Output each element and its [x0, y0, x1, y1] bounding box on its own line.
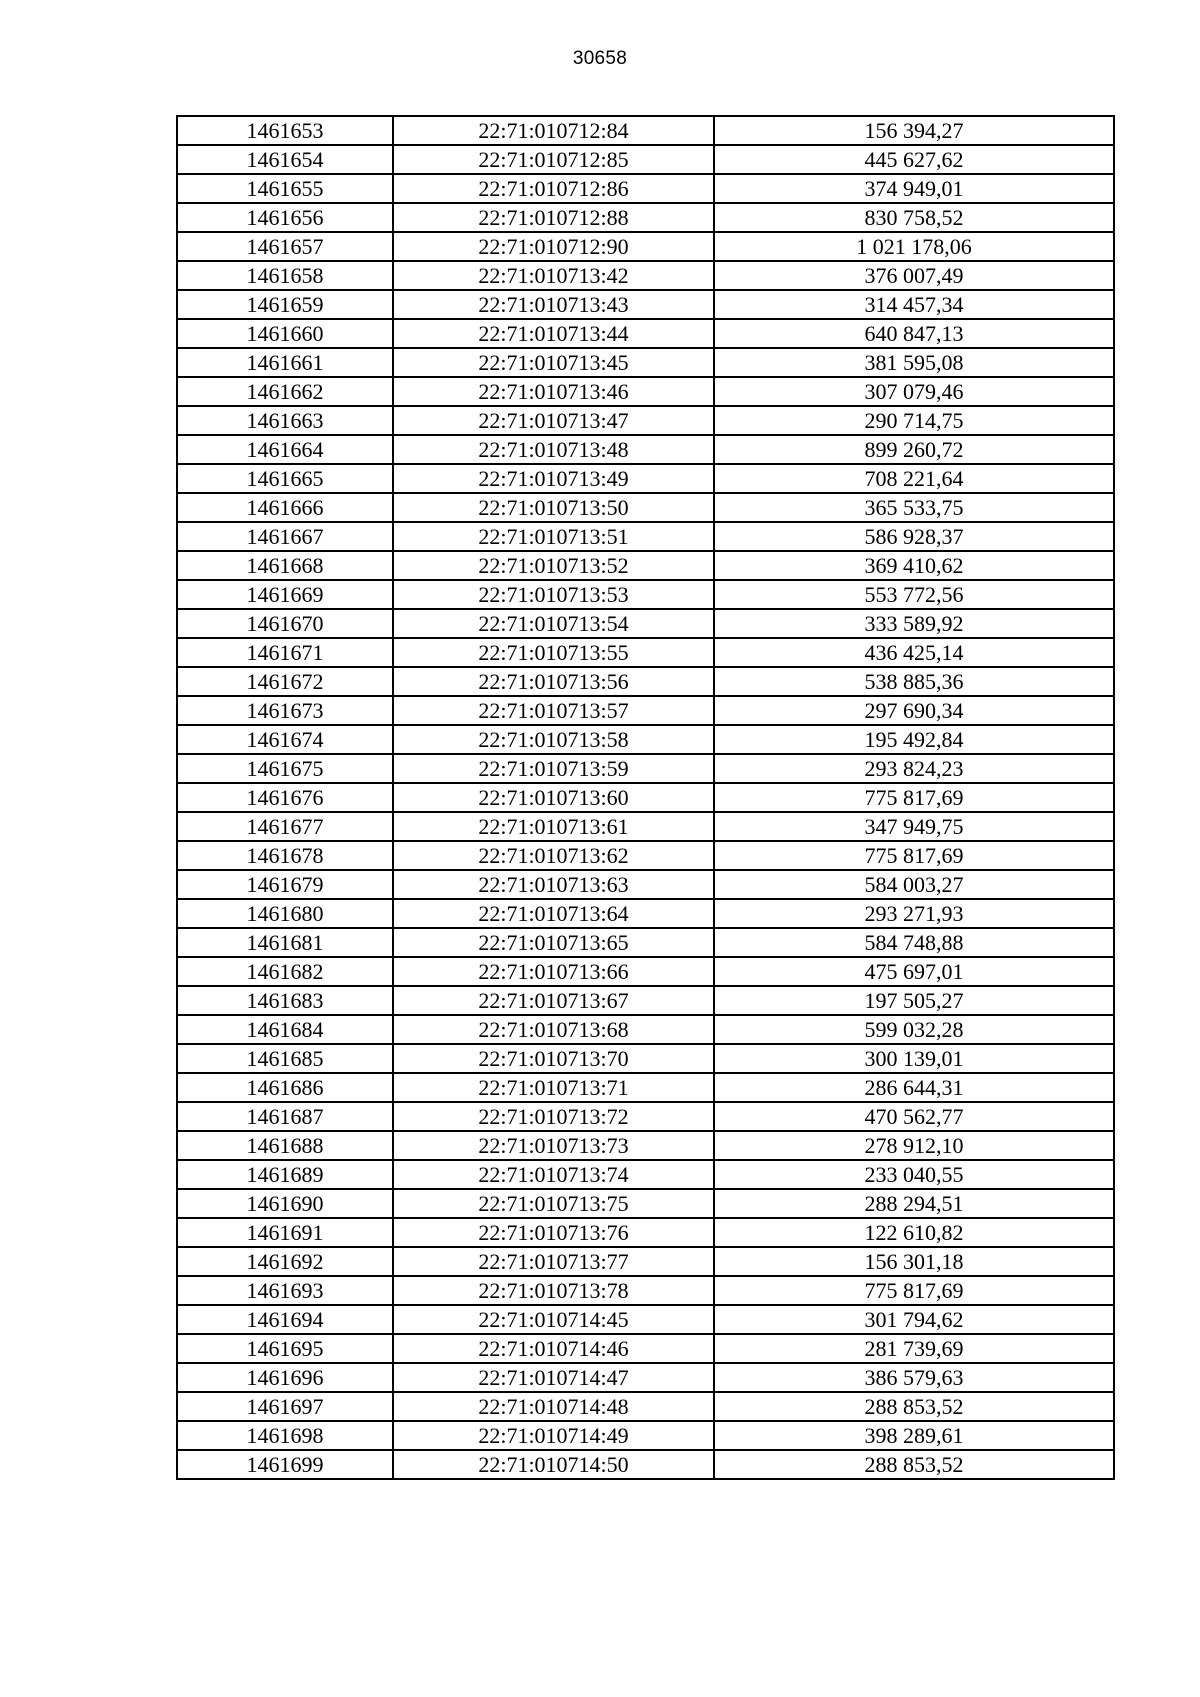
row-number-cell: 1461667	[177, 522, 393, 551]
cadastral-number-cell: 22:71:010713:66	[393, 957, 714, 986]
value-cell: 281 739,69	[714, 1334, 1114, 1363]
row-number-cell: 1461685	[177, 1044, 393, 1073]
table-row	[177, 493, 1114, 522]
value-cell: 300 139,01	[714, 1044, 1114, 1073]
value-cell: 233 040,55	[714, 1160, 1114, 1189]
table-row	[177, 406, 1114, 435]
cadastral-number-cell: 22:71:010713:62	[393, 841, 714, 870]
cadastral-number-cell: 22:71:010714:48	[393, 1392, 714, 1421]
value-cell: 369 410,62	[714, 551, 1114, 580]
row-number-cell: 1461666	[177, 493, 393, 522]
table-row	[177, 551, 1114, 580]
value-cell: 288 294,51	[714, 1189, 1114, 1218]
value-cell: 290 714,75	[714, 406, 1114, 435]
value-cell: 347 949,75	[714, 812, 1114, 841]
value-cell: 386 579,63	[714, 1363, 1114, 1392]
table-row	[177, 1392, 1114, 1421]
table-row	[177, 783, 1114, 812]
table-row	[177, 232, 1114, 261]
table-row	[177, 203, 1114, 232]
row-number-cell: 1461678	[177, 841, 393, 870]
cadastral-number-cell: 22:71:010713:73	[393, 1131, 714, 1160]
table-row	[177, 928, 1114, 957]
table-row	[177, 1450, 1114, 1479]
table-row	[177, 435, 1114, 464]
row-number-cell: 1461693	[177, 1276, 393, 1305]
table-row	[177, 1247, 1114, 1276]
table-row	[177, 609, 1114, 638]
row-number-cell: 1461676	[177, 783, 393, 812]
table-row	[177, 1015, 1114, 1044]
row-number-cell: 1461692	[177, 1247, 393, 1276]
table-row	[177, 1073, 1114, 1102]
table-row	[177, 1131, 1114, 1160]
value-cell: 195 492,84	[714, 725, 1114, 754]
value-cell: 775 817,69	[714, 1276, 1114, 1305]
row-number-cell: 1461695	[177, 1334, 393, 1363]
table-row	[177, 1160, 1114, 1189]
cadastral-number-cell: 22:71:010714:45	[393, 1305, 714, 1334]
cadastral-number-cell: 22:71:010713:48	[393, 435, 714, 464]
row-number-cell: 1461670	[177, 609, 393, 638]
cadastral-number-cell: 22:71:010713:78	[393, 1276, 714, 1305]
table-row	[177, 580, 1114, 609]
cadastral-number-cell: 22:71:010712:84	[393, 116, 714, 145]
cadastral-number-cell: 22:71:010713:70	[393, 1044, 714, 1073]
cadastral-number-cell: 22:71:010712:88	[393, 203, 714, 232]
value-cell: 775 817,69	[714, 841, 1114, 870]
value-cell: 475 697,01	[714, 957, 1114, 986]
cadastral-number-cell: 22:71:010713:60	[393, 783, 714, 812]
row-number-cell: 1461658	[177, 261, 393, 290]
cadastral-number-cell: 22:71:010713:55	[393, 638, 714, 667]
table-row	[177, 464, 1114, 493]
row-number-cell: 1461665	[177, 464, 393, 493]
value-cell: 599 032,28	[714, 1015, 1114, 1044]
table-row	[177, 377, 1114, 406]
cadastral-number-cell: 22:71:010713:51	[393, 522, 714, 551]
value-cell: 365 533,75	[714, 493, 1114, 522]
row-number-cell: 1461653	[177, 116, 393, 145]
row-number-cell: 1461697	[177, 1392, 393, 1421]
table-row	[177, 1421, 1114, 1450]
row-number-cell: 1461687	[177, 1102, 393, 1131]
row-number-cell: 1461689	[177, 1160, 393, 1189]
cadastral-number-cell: 22:71:010713:64	[393, 899, 714, 928]
cadastral-number-cell: 22:71:010713:61	[393, 812, 714, 841]
row-number-cell: 1461674	[177, 725, 393, 754]
table-row	[177, 1276, 1114, 1305]
table-row	[177, 348, 1114, 377]
table-row	[177, 116, 1114, 145]
cadastral-number-cell: 22:71:010713:75	[393, 1189, 714, 1218]
row-number-cell: 1461656	[177, 203, 393, 232]
value-cell: 333 589,92	[714, 609, 1114, 638]
cadastral-number-cell: 22:71:010713:53	[393, 580, 714, 609]
row-number-cell: 1461699	[177, 1450, 393, 1479]
cadastral-number-cell: 22:71:010713:54	[393, 609, 714, 638]
value-cell: 470 562,77	[714, 1102, 1114, 1131]
value-cell: 553 772,56	[714, 580, 1114, 609]
cadastral-number-cell: 22:71:010713:57	[393, 696, 714, 725]
row-number-cell: 1461673	[177, 696, 393, 725]
row-number-cell: 1461659	[177, 290, 393, 319]
row-number-cell: 1461682	[177, 957, 393, 986]
table-row	[177, 1334, 1114, 1363]
value-cell: 122 610,82	[714, 1218, 1114, 1247]
cadastral-number-cell: 22:71:010713:65	[393, 928, 714, 957]
value-cell: 286 644,31	[714, 1073, 1114, 1102]
value-cell: 899 260,72	[714, 435, 1114, 464]
cadastral-number-cell: 22:71:010714:50	[393, 1450, 714, 1479]
row-number-cell: 1461657	[177, 232, 393, 261]
value-cell: 1 021 178,06	[714, 232, 1114, 261]
cadastral-number-cell: 22:71:010712:90	[393, 232, 714, 261]
cadastral-number-cell: 22:71:010714:49	[393, 1421, 714, 1450]
cadastral-number-cell: 22:71:010713:76	[393, 1218, 714, 1247]
table-body	[177, 116, 1114, 1479]
row-number-cell: 1461675	[177, 754, 393, 783]
cadastral-number-cell: 22:71:010713:74	[393, 1160, 714, 1189]
value-cell: 830 758,52	[714, 203, 1114, 232]
row-number-cell: 1461654	[177, 145, 393, 174]
row-number-cell: 1461688	[177, 1131, 393, 1160]
row-number-cell: 1461684	[177, 1015, 393, 1044]
row-number-cell: 1461663	[177, 406, 393, 435]
table-row	[177, 174, 1114, 203]
table-row	[177, 725, 1114, 754]
table-row	[177, 899, 1114, 928]
value-cell: 293 824,23	[714, 754, 1114, 783]
value-cell: 297 690,34	[714, 696, 1114, 725]
cadastral-number-cell: 22:71:010713:45	[393, 348, 714, 377]
row-number-cell: 1461655	[177, 174, 393, 203]
value-cell: 445 627,62	[714, 145, 1114, 174]
row-number-cell: 1461668	[177, 551, 393, 580]
value-cell: 640 847,13	[714, 319, 1114, 348]
table-row	[177, 957, 1114, 986]
value-cell: 436 425,14	[714, 638, 1114, 667]
row-number-cell: 1461694	[177, 1305, 393, 1334]
page-number: 30658	[572, 48, 628, 69]
cadastral-number-cell: 22:71:010713:67	[393, 986, 714, 1015]
row-number-cell: 1461664	[177, 435, 393, 464]
cadastral-number-cell: 22:71:010713:77	[393, 1247, 714, 1276]
cadastral-number-cell: 22:71:010714:47	[393, 1363, 714, 1392]
row-number-cell: 1461669	[177, 580, 393, 609]
cadastral-number-cell: 22:71:010713:47	[393, 406, 714, 435]
row-number-cell: 1461672	[177, 667, 393, 696]
cadastral-number-cell: 22:71:010713:63	[393, 870, 714, 899]
row-number-cell: 1461698	[177, 1421, 393, 1450]
cadastral-number-cell: 22:71:010713:59	[393, 754, 714, 783]
cadastral-number-cell: 22:71:010713:42	[393, 261, 714, 290]
value-cell: 398 289,61	[714, 1421, 1114, 1450]
cadastral-number-cell: 22:71:010713:44	[393, 319, 714, 348]
cadastral-number-cell: 22:71:010713:71	[393, 1073, 714, 1102]
value-cell: 288 853,52	[714, 1392, 1114, 1421]
cadastral-number-cell: 22:71:010713:68	[393, 1015, 714, 1044]
value-cell: 301 794,62	[714, 1305, 1114, 1334]
cadastral-number-cell: 22:71:010713:52	[393, 551, 714, 580]
table-row	[177, 1044, 1114, 1073]
row-number-cell: 1461690	[177, 1189, 393, 1218]
cadastral-number-cell: 22:71:010713:72	[393, 1102, 714, 1131]
cadastral-number-cell: 22:71:010713:56	[393, 667, 714, 696]
cadastral-number-cell: 22:71:010713:50	[393, 493, 714, 522]
value-cell: 314 457,34	[714, 290, 1114, 319]
table-row	[177, 870, 1114, 899]
table-row	[177, 319, 1114, 348]
data-table	[176, 115, 1115, 1480]
cadastral-number-cell: 22:71:010714:46	[393, 1334, 714, 1363]
row-number-cell: 1461683	[177, 986, 393, 1015]
table-row	[177, 290, 1114, 319]
value-cell: 278 912,10	[714, 1131, 1114, 1160]
table-row	[177, 841, 1114, 870]
table-row	[177, 1305, 1114, 1334]
value-cell: 376 007,49	[714, 261, 1114, 290]
row-number-cell: 1461662	[177, 377, 393, 406]
value-cell: 288 853,52	[714, 1450, 1114, 1479]
row-number-cell: 1461660	[177, 319, 393, 348]
table-row	[177, 638, 1114, 667]
row-number-cell: 1461679	[177, 870, 393, 899]
row-number-cell: 1461696	[177, 1363, 393, 1392]
row-number-cell: 1461691	[177, 1218, 393, 1247]
value-cell: 293 271,93	[714, 899, 1114, 928]
value-cell: 775 817,69	[714, 783, 1114, 812]
table-row	[177, 754, 1114, 783]
value-cell: 307 079,46	[714, 377, 1114, 406]
row-number-cell: 1461677	[177, 812, 393, 841]
cadastral-number-cell: 22:71:010712:85	[393, 145, 714, 174]
row-number-cell: 1461661	[177, 348, 393, 377]
table-row	[177, 667, 1114, 696]
row-number-cell: 1461686	[177, 1073, 393, 1102]
cadastral-number-cell: 22:71:010713:43	[393, 290, 714, 319]
row-number-cell: 1461681	[177, 928, 393, 957]
value-cell: 374 949,01	[714, 174, 1114, 203]
cadastral-number-cell: 22:71:010713:49	[393, 464, 714, 493]
table-row	[177, 812, 1114, 841]
value-cell: 584 748,88	[714, 928, 1114, 957]
cadastral-number-cell: 22:71:010713:58	[393, 725, 714, 754]
value-cell: 586 928,37	[714, 522, 1114, 551]
value-cell: 584 003,27	[714, 870, 1114, 899]
table-row	[177, 696, 1114, 725]
table-row	[177, 261, 1114, 290]
table-row	[177, 522, 1114, 551]
value-cell: 156 301,18	[714, 1247, 1114, 1276]
cadastral-number-cell: 22:71:010712:86	[393, 174, 714, 203]
value-cell: 538 885,36	[714, 667, 1114, 696]
table-row	[177, 1102, 1114, 1131]
row-number-cell: 1461680	[177, 899, 393, 928]
value-cell: 156 394,27	[714, 116, 1114, 145]
cadastral-number-cell: 22:71:010713:46	[393, 377, 714, 406]
value-cell: 381 595,08	[714, 348, 1114, 377]
value-cell: 197 505,27	[714, 986, 1114, 1015]
table-row	[177, 145, 1114, 174]
table-row	[177, 1363, 1114, 1392]
table-row	[177, 1218, 1114, 1247]
table-row	[177, 986, 1114, 1015]
row-number-cell: 1461671	[177, 638, 393, 667]
value-cell: 708 221,64	[714, 464, 1114, 493]
table-row	[177, 1189, 1114, 1218]
